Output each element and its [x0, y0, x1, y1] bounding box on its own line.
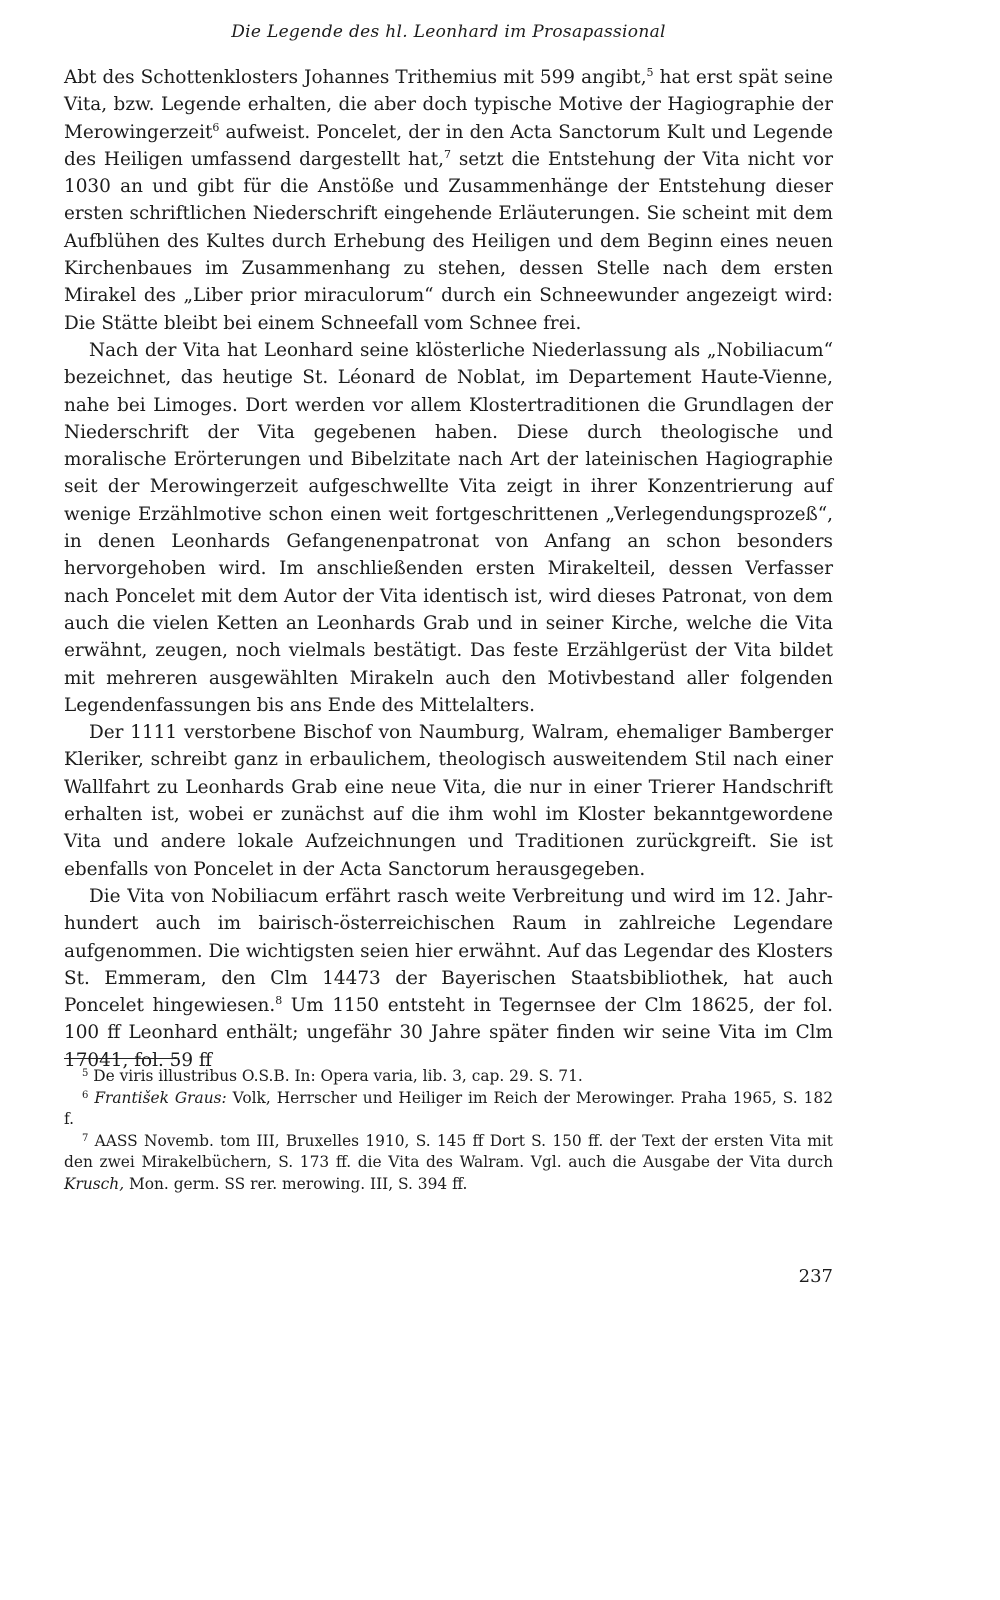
footnote: [64, 1066, 833, 1088]
paragraph: [64, 337, 833, 719]
text-run: Mon. germ. SS rer. merowing. III, S. 394 ff.: [124, 1174, 468, 1193]
footnote-marker: 6: [212, 120, 220, 134]
footnote-marker: 5: [646, 66, 654, 79]
text-run: hat erst spät seine Vita, bzw. Legende erhalten, die aber doch typische Motive der Hagiographie der Merowingerzeit: [64, 67, 833, 143]
text-run: AASS Novemb. tom III, Bruxelles 1910, S. 145 ff Dort S. 150 ff. der Text der ersten Vita mit den zwei Mirakelbüchern, S. 173 ff. die Vita des Walram. Vgl. auch die Ausgabe der Vita durch: [64, 1131, 833, 1171]
paragraph: [64, 719, 833, 883]
footnotes: [64, 1066, 833, 1195]
page-number: 237: [798, 1266, 833, 1287]
running-head: Die Legende des hl. Leonhard im Prosapassional: [231, 22, 666, 42]
footnote-rule: [64, 1058, 179, 1059]
text-run: De viris illustribus O.S.B. In: Opera varia, lib. 3, cap. 29. S. 71.: [88, 1067, 583, 1085]
paragraph: [64, 64, 833, 337]
text-run: Um 1150 entsteht in Tegernsee der Clm 18625, der fol. 100 ff Leonhard enthält; ungefähr 30 Jahre später finden wir seine Vita im Clm 17041, fol. 59 ff: [64, 995, 833, 1071]
italic-text: František Graus:: [94, 1088, 227, 1107]
paragraph: [64, 883, 833, 1074]
footnote-marker: 8: [275, 994, 283, 1008]
footnote-marker: 7: [444, 147, 452, 161]
text-run: Nach der Vita hat Leonhard seine klösterliche Niederlassung als „Nobiliacum“ bezeichnet, das heutige St. Léonard de Noblat, im Departement Haute-Vienne, nahe bei Limoges. Dort werden vor allem Klostertraditionen die Grundlagen der Niederschrift der Vita gegebenen haben. Diese durch theologische und moralische Erörterungen und Bibelzitate nach Art der lateinischen Hagiographie seit der Merowingerzeit aufgeschwellte Vita zeigt in ihrer Konzentrierung auf wenige Erzählmotive schon einen weit fortgeschrittenen „Verlegendungsprozeß“, in denen Leonhards Gefangenenpatronat von Anfang an schon besonders hervorgehoben wird. Im anschließenden ersten Mirakelteil, dessen Verfasser nach Poncelet mit dem Autor der Vita identisch ist, wird dieses Patronat, von dem auch die vielen Ketten an Leonhards Grab und in seiner Kirche, welche die Vita erwähnt, zeugen, noch vielmals bestätigt. Das feste Erzählgerüst der Vita bildet mit mehreren ausgewählten Mirakeln auch den Motivbestand aller folgenden Legendenfassungen bis ans Ende des Mittelalters.: [64, 339, 833, 716]
text-run: aufweist. Poncelet, der in den Acta Sanctorum Kult und Legende des Heiligen umfassend dargestellt hat,: [64, 121, 833, 170]
footnote: [64, 1088, 833, 1131]
footnote-marker: 5: [82, 1068, 89, 1079]
text-run: Der 1111 verstorbene Bischof von Naumburg, Walram, ehemaliger Bamberger Kleriker, schreibt ganz in erbaulichem, theologisch ausweitendem Stil nach einer Wallfahrt zu Leonhards Grab eine neue Vita, die nur in einer Trierer Handschrift erhalten ist, wobei er zunächst auf die ihm wohl im Kloster bekanntgewordene Vita und andere lokale Aufzeichnungen und Traditionen zurückgreift. Sie ist ebenfalls von Poncelet in der Acta Sanctorum herausgegeben.: [64, 722, 833, 880]
text-run: Abt des Schottenklosters Johannes Trithemius mit 599 angibt,: [64, 67, 647, 88]
text-run: Volk, Herrscher und Heiliger im Reich der Merowinger. Praha 1965, S. 182 f.: [64, 1088, 833, 1128]
footnote-marker: 6: [82, 1089, 89, 1101]
footnote-marker: 7: [82, 1132, 89, 1144]
footnote: [64, 1131, 833, 1196]
text-run: Die Vita von Nobiliacum erfährt rasch weite Verbreitung und wird im 12. Jahrhundert auch im bairisch-österreichischen Raum in zahlreiche Legendare aufgenommen. Die wichtigsten seien hier erwähnt. Auf das Legendar des Klosters St. Emmeram, den Clm 14473 der Bayerischen Staatsbibliothek, hat auch Poncelet hingewiesen.: [64, 885, 833, 1017]
text-run: setzt die Entstehung der Vita nicht vor 1030 an und gibt für die Anstöße und Zusammenhänge der Entstehung dieser ersten schriftlichen Niederschrift eingehende Erläuterungen. Sie scheint mit dem Aufblühen des Kultes durch Erhebung des Heiligen und dem Beginn eines neuen Kirchenbaues im Zusammenhang zu stehen, dessen Stelle nach dem ersten Mirakel des „Liber prior miraculorum“ durch ein Schneewunder angezeigt wird: Die Stätte bleibt bei einem Schneefall vom Schnee frei.: [64, 148, 833, 334]
italic-text: Krusch,: [64, 1174, 125, 1193]
body-text: [64, 64, 833, 1074]
